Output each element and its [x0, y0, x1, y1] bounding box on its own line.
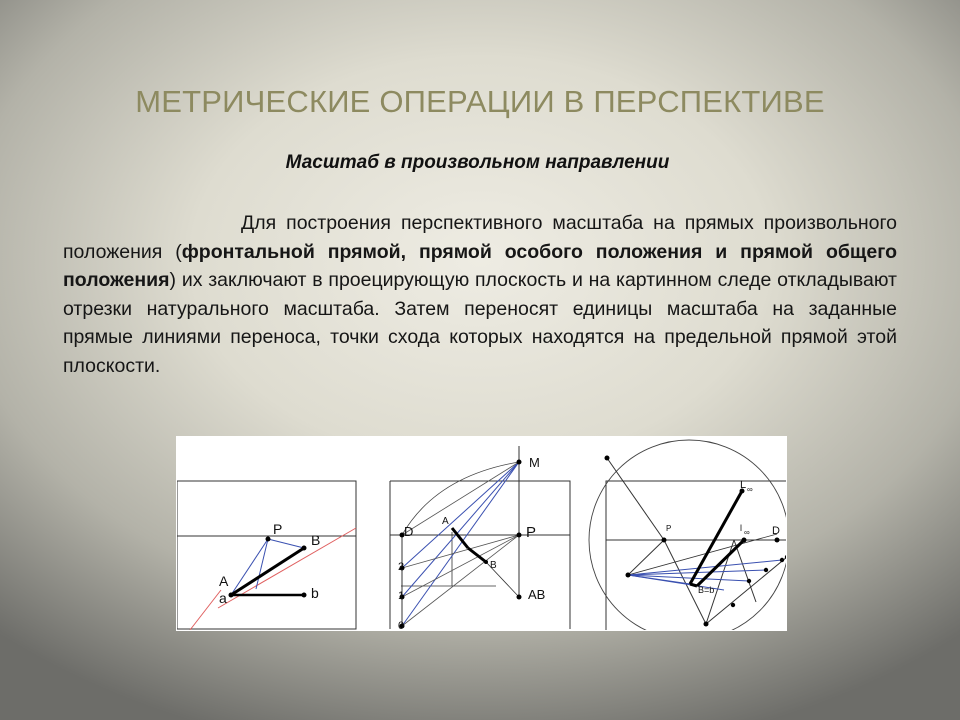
- panel2-segment-AB-2: [468, 548, 486, 562]
- panel3-trace-point: [731, 603, 735, 607]
- panel2-label-M: M: [529, 455, 540, 470]
- panel1-label-a: a: [219, 590, 227, 606]
- construction-drawings: [176, 436, 787, 631]
- panel2-transfer-line: [402, 462, 519, 597]
- panel2-label-D: D: [404, 524, 414, 539]
- panel3-label-L: L: [740, 479, 747, 491]
- panel2-label-A: A: [442, 516, 449, 527]
- paragraph-bold-text: фронтальной прямой, прямой особого положения и прямой общего положения: [63, 240, 897, 291]
- panel2-transfer-line: [402, 462, 519, 568]
- panel-general-line: [589, 440, 787, 631]
- body-paragraph: [63, 209, 897, 380]
- panel-frontal-line: [177, 481, 356, 630]
- panel3-line: [607, 458, 664, 540]
- panel1-frame: [177, 481, 356, 629]
- panel3-label-Bb: B=b: [698, 585, 715, 595]
- panel3-point-left: [626, 573, 631, 578]
- panel3-point-P: [662, 538, 667, 543]
- panel1-point-A: [229, 593, 234, 598]
- panel1-transfer-line: [231, 539, 268, 595]
- panel3-point-D: [775, 538, 780, 543]
- construction-figure: [176, 436, 787, 631]
- panel2-label-1: 1: [398, 590, 405, 602]
- panel3-trace-point: [780, 558, 784, 562]
- panel1-label-b: b: [311, 585, 319, 601]
- panel1-label-P: P: [273, 521, 283, 537]
- panel1-point-b: [302, 593, 307, 598]
- slide-subtitle: Масштаб в произвольном направлении: [285, 152, 670, 173]
- panel3-segment-AB: [690, 491, 742, 584]
- panel3-trace-point: [747, 579, 751, 583]
- panel3-point-bottom: [704, 622, 709, 627]
- panel1-trace-line-2: [190, 590, 221, 630]
- panel1-segment-AB: [231, 548, 304, 595]
- panel1-transfer-line: [268, 539, 304, 548]
- panel2-label-2: 2: [398, 561, 405, 573]
- panel3-label-P: P: [666, 524, 672, 533]
- panel1-point-P: [266, 537, 271, 542]
- panel2-label-AB: AB: [528, 587, 546, 602]
- panel1-transfer-line: [256, 539, 268, 589]
- slide-title: МЕТРИЧЕСКИЕ ОПЕРАЦИИ В ПЕРСПЕКТИВЕ: [135, 84, 825, 119]
- paragraph-text-part1: Для построения перспективного масштаба на прямых произвольного положения (: [63, 212, 897, 263]
- panel2-label-B: B: [490, 560, 497, 571]
- panel3-label-D: D: [772, 525, 780, 537]
- panel2-line-DM: [402, 462, 519, 535]
- panel2-point-M: [517, 460, 522, 465]
- panel3-label-L-sub: ∞: [747, 485, 753, 494]
- paragraph-text-part2: ) их заключают в проецирующую плоскость и на картинном следе откладывают отрезки натурального масштаба. Затем переносят единицы масштаба на заданные прямые линиями переноса, точки схода которых находятся на предельной прямой этой плоскости.: [63, 269, 897, 377]
- panel1-label-B: B: [311, 532, 321, 548]
- panel2-label-0: 0: [398, 620, 405, 631]
- panel3-measure-circle: [589, 440, 787, 631]
- panel1-label-A: A: [219, 573, 229, 589]
- panel3-transfer-line: [628, 560, 782, 575]
- panel3-trace-point: [764, 568, 768, 572]
- panel3-segment-join: [690, 584, 697, 586]
- panel2-point-AB: [517, 595, 522, 600]
- panel3-label-l-sub: ∞: [744, 528, 750, 537]
- panel3-point-top: [605, 456, 610, 461]
- panel2-line-to-P: [402, 535, 519, 626]
- panel3-frame: [606, 481, 787, 630]
- panel3-label-l: l: [740, 523, 742, 533]
- panel1-point-B: [302, 546, 307, 551]
- panel2-label-P: P: [526, 524, 537, 541]
- panel2-point-P: [517, 533, 522, 538]
- panel3-point-l: [742, 538, 747, 543]
- panel2-point-B: [484, 560, 488, 564]
- panel-special-line: [390, 446, 570, 631]
